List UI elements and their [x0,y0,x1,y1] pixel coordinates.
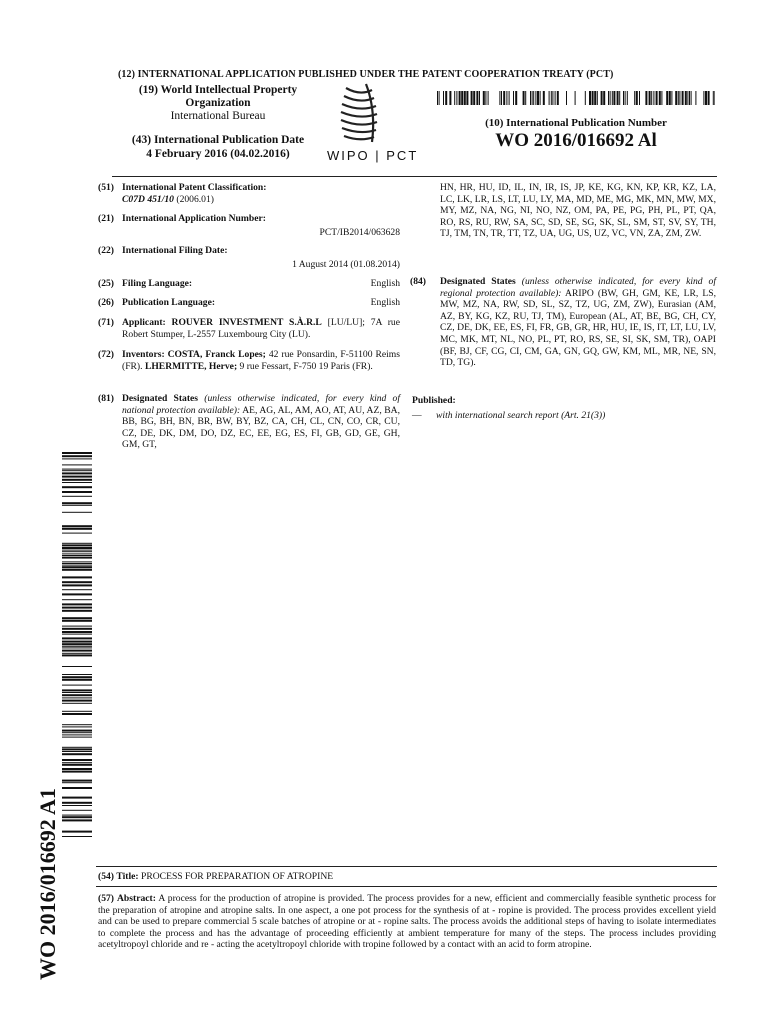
org-label: (19) World Intellectual Property [138,84,298,96]
published-label: Published: [412,395,456,406]
inventor-1-name: COSTA, Franck Lopes; [167,349,266,360]
designated-note: (unless otherwise indicated, for every kind of national protection available): [122,393,401,416]
applicant-number: (71) [98,317,114,328]
ipc-entry [98,182,400,205]
published-item [412,410,712,422]
organization-block [112,84,324,123]
app-num-number: (21) [98,213,114,224]
app-num-value: PCT/IB2014/063628 [319,226,400,238]
bureau-label: International Bureau [170,110,266,122]
abstract-label: Abstract: [117,893,156,904]
filing-date-value: 1 August 2014 (01.08.2014) [292,258,400,270]
ipc-value [122,194,400,206]
abstract-divider [96,886,717,887]
applicant-label: Applicant: [122,317,166,328]
abstract-entry [98,893,716,951]
published-note: with international search report (Art. 21(3)) [436,409,606,421]
vertical-publication-number: WO 2016/016692 A1 [35,788,60,980]
title-divider [96,866,717,867]
designated-states-regional-entry [410,276,717,369]
inventor-2-address: 9 rue Fessart, F-750 19 Paris (FR). [239,360,373,372]
ipc-number: (51) [98,182,114,193]
published-dash: — [412,409,422,421]
header-divider [112,176,717,177]
applicant-address: [LU/LU]; 7A rue Robert Stumper, L-2557 Luxembourg City (LU). [122,317,400,340]
regional-number: (84) [410,276,426,287]
pub-lang-value: English [370,297,400,308]
applicant-entry [98,317,400,340]
pub-lang-number: (26) [98,297,114,308]
applicant-name: ROUVER INVESTMENT S.À.R.L [171,317,322,328]
filing-lang-number: (25) [98,278,114,289]
pub-date-value: 4 February 2016 (04.02.2016) [146,147,290,160]
inventors-label: Inventors: [122,349,165,360]
filing-date-number: (22) [98,245,114,256]
title-text: PROCESS FOR PREPARATION OF ATROPINE [141,871,334,882]
app-num-label: International Application Number: [122,213,266,224]
designated-number: (81) [98,393,114,404]
org-label-2: Organization [185,97,251,109]
designated-states-continued: HN, HR, HU, ID, IL, IN, IR, IS, JP, KE, KG, KN, KP, KR, KZ, LA, LC, LK, LR, LS, LT, LU, LY, MA, MD, ME, MG, MK, MN, MW, MX, MY, MZ, NA, NG, NI, NO, NZ, OM, PA, PE, PG, PH, PL, PT, QA, RO, RS, RU, RW, SA, SC, SD, SE, SG, SK, SL, SM, ST, SV, SY, TH, TJ, TM, TN, TR, TT, TZ, UA, UG, US, UZ, VC, VN, ZA, ZM, ZW. [440,182,716,240]
designated-label: Designated States [122,393,199,404]
published-block [412,395,712,421]
title-number: (54) [98,871,114,882]
ipc-label: International Patent Classification: [122,182,267,193]
side-barcode-icon [62,452,92,837]
title-entry [98,871,333,882]
regional-label: Designated States [440,276,516,287]
ipc-year: (2006.01) [176,193,214,205]
inventors-number: (72) [98,349,114,360]
filing-language-entry [98,278,400,290]
inventors-entry [98,349,400,372]
inventor-1-address: 42 rue Ponsardin, F-51100 Reims (FR). [122,349,400,372]
pub-lang-label: Publication Language: [122,297,216,308]
wipo-pct-wordmark: WIPO | PCT [327,148,419,163]
designated-states-national-entry [98,393,400,451]
pub-number: WO 2016/016692 Al [495,130,657,151]
publication-language-entry [98,297,400,309]
barcode-icon [437,91,715,105]
title-label: Title: [116,871,139,882]
filing-lang-value: English [370,278,400,289]
inventor-2-name: LHERMITTE, Herve; [144,360,238,372]
abstract-number: (57) [98,893,114,904]
designated-list: AE, AG, AL, AM, AO, AT, AU, AZ, BA, BB, BG, BH, BN, BR, BW, BY, BZ, CA, CH, CL, CN, CO, CR, CU, CZ, DE, DK, DM, DO, DZ, EC, EE, EG, ES, FI, GB, GD, GE, GH, GM, GT, [122,404,400,451]
publication-date-block [112,134,324,161]
regional-note: (unless otherwise indicated, for every kind of regional protection available): [440,276,717,299]
pub-number-label: (10) International Publication Number [485,117,667,129]
regional-list: ARIPO (BW, GH, GM, KE, LR, LS, MW, MZ, NA, RW, SD, SL, SZ, TZ, UG, ZM, ZW), Eurasian (AM, AZ, BY, KG, KZ, RU, TJ, TM), European (AL, AT, BE, BG, CH, CY, CZ, DE, DK, EE, ES, FI, FR, GB, GR, HR, HU, IE, IS, IT, LT, LU, LV, MC, MK, MT, NL, NO, PL, PT, RO, RS, SE, SI, SK, SM, TR), OAPI (BF, BJ, CF, CG, CI, CM, GA, GN, GQ, GW, KM, ML, MR, NE, SN, TD, TG). [440,287,716,369]
pub-date-label: (43) International Publication Date [131,134,305,146]
application-number-entry [98,213,400,238]
filing-date-label: International Filing Date: [122,245,228,256]
ipc-code: C07D 451/10 [122,193,174,205]
pct-header-line: (12) INTERNATIONAL APPLICATION PUBLISHED UNDER THE PATENT COOPERATION TREATY (PCT) [118,69,614,80]
filing-lang-label: Filing Language: [122,278,193,289]
abstract-text: A process for the production of atropine is provided. The process provides for a new, efficient and commercially feasible synthetic process for the preparation of atropine and atropine salts. In one aspect, a one pot process for the synthesis of at - ropine is provided. The process provides excellent yield and can be used to prepare commercial 5 scale batches of atropine or at - ropine salts. The process avoids the additional steps of having to isolate intermediates to complete the process and has the advantage of proceeding efficiently at ambient temperature for many of the steps. The process includes providing acetyltropoyl chloride and re - acting the acetyltropoyl chloride with tropine followed by a contact with an acid to form atropine. [98,893,716,951]
filing-date-entry [98,245,400,270]
